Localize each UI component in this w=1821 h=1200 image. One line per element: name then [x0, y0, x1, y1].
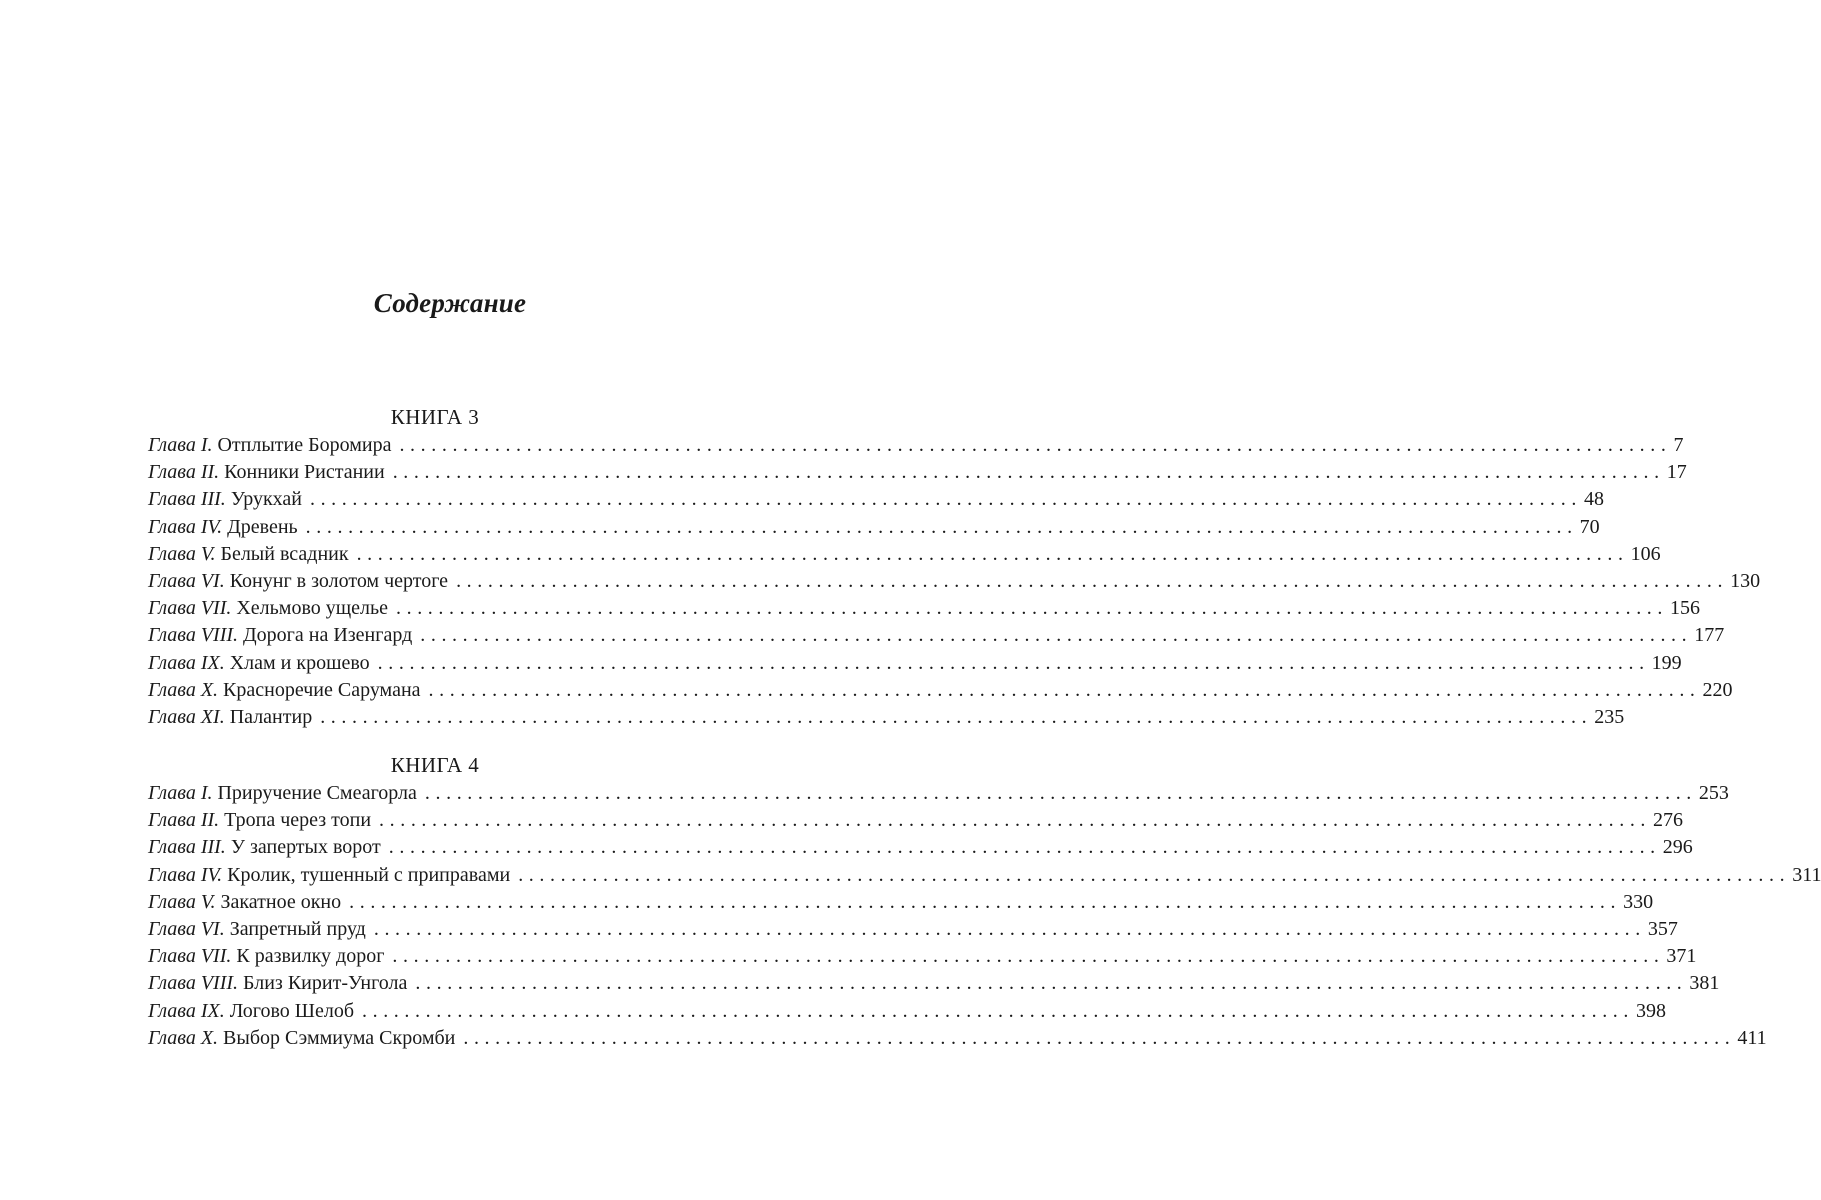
- chapter-title: Хельмово ущелье: [236, 597, 388, 620]
- dot-leader: ........................................................................................................................: [518, 863, 1791, 886]
- page-number: 156: [1670, 597, 1700, 620]
- chapter-title: Белый всадник: [220, 542, 349, 565]
- toc-list: [148, 432, 1761, 731]
- toc-entry[interactable]: [148, 595, 1700, 622]
- toc-entry[interactable]: [148, 1025, 1767, 1052]
- toc-entry[interactable]: [148, 998, 1666, 1025]
- page-number: 177: [1694, 624, 1725, 647]
- book-3-section: [148, 402, 1761, 731]
- chapter-number: Глава VII.: [148, 597, 232, 620]
- page-number: 276: [1653, 809, 1684, 832]
- dot-leader: ........................................................................................................................: [349, 890, 1622, 913]
- dot-leader: ........................................................................................................................: [379, 809, 1652, 832]
- toc-entry[interactable]: [148, 541, 1661, 568]
- chapter-title: Дорога на Изенгард: [243, 624, 413, 647]
- chapter-title: Закатное окно: [220, 890, 342, 913]
- chapter-number: Глава V.: [148, 542, 216, 565]
- chapter-number: Глава VI.: [148, 569, 225, 592]
- page-number: 106: [1630, 542, 1661, 565]
- chapter-title: Красноречие Сарумана: [223, 678, 421, 701]
- dot-leader: ........................................................................................................................: [356, 542, 1629, 565]
- toc-entry[interactable]: [148, 568, 1761, 595]
- dot-leader: ........................................................................................................................: [377, 651, 1650, 674]
- dot-leader: ........................................................................................................................: [320, 705, 1593, 728]
- chapter-title: Палантир: [229, 705, 313, 728]
- page-number: 130: [1730, 569, 1761, 592]
- chapter-title: Хлам и крошево: [229, 651, 370, 674]
- chapter-number: Глава IV.: [148, 863, 223, 886]
- page-number: 235: [1594, 705, 1625, 728]
- toc-entry[interactable]: [148, 650, 1682, 677]
- page-number: 398: [1636, 999, 1666, 1022]
- dot-leader: ........................................................................................................................: [396, 597, 1668, 620]
- toc-entry[interactable]: [148, 780, 1729, 807]
- chapter-title: Логово Шелоб: [229, 999, 354, 1022]
- chapter-title: Выбор Сэммиума Скромби: [223, 1026, 456, 1049]
- page-number: 199: [1651, 651, 1682, 674]
- toc-entry[interactable]: [148, 834, 1693, 861]
- page-number: 70: [1579, 515, 1600, 538]
- chapter-number: Глава X.: [148, 678, 219, 701]
- page-title: Содержание: [373, 288, 527, 318]
- chapter-title: У запертых ворот: [230, 836, 381, 859]
- chapter-number: Глава I.: [148, 782, 213, 804]
- page-number: 411: [1737, 1026, 1767, 1049]
- chapter-number: Глава V.: [148, 890, 216, 913]
- page-number: 311: [1792, 863, 1821, 886]
- chapter-title: Конунг в золотом чертоге: [229, 569, 449, 592]
- page-number: 220: [1702, 678, 1733, 701]
- dot-leader: ........................................................................................................................: [456, 569, 1729, 592]
- toc-list: [148, 780, 1821, 1052]
- dot-leader: ........................................................................................................................: [420, 624, 1693, 647]
- dot-leader: ........................................................................................................................: [415, 972, 1688, 995]
- chapter-title: Древень: [227, 515, 298, 538]
- chapter-number: Глава VIII.: [148, 972, 239, 995]
- chapter-title: К развилку дорог: [236, 945, 385, 968]
- chapter-title: Отплытие Боромира: [217, 434, 392, 456]
- page-number: 296: [1662, 836, 1693, 859]
- toc-entry[interactable]: [148, 677, 1733, 704]
- page-number: 357: [1647, 917, 1678, 940]
- chapter-number: Глава II.: [148, 809, 220, 832]
- book-heading: КНИГА 3: [390, 405, 480, 429]
- chapter-number: Глава III.: [148, 488, 226, 511]
- dot-leader: ........................................................................................................................: [388, 836, 1661, 859]
- toc-entry[interactable]: [148, 889, 1654, 916]
- chapter-number: Глава VII.: [148, 945, 232, 968]
- toc-entry[interactable]: [148, 622, 1725, 649]
- chapter-number: Глава X.: [148, 1026, 219, 1049]
- toc-entry[interactable]: [148, 970, 1720, 997]
- chapter-number: Глава IX.: [148, 999, 225, 1022]
- toc-entry[interactable]: [148, 432, 1684, 459]
- dot-leader: ........................................................................................................................: [362, 999, 1634, 1022]
- chapter-title: Кролик, тушенный с приправами: [227, 863, 511, 886]
- page-number: 330: [1623, 890, 1654, 913]
- dot-leader: ........................................................................................................................: [305, 515, 1578, 538]
- chapter-title: Запретный пруд: [229, 917, 366, 940]
- toc-entry[interactable]: [148, 862, 1821, 889]
- dot-leader: ........................................................................................................................: [392, 461, 1665, 484]
- dot-leader: ........................................................................................................................: [463, 1026, 1736, 1049]
- toc-entry[interactable]: [148, 704, 1625, 731]
- page-number: 7: [1673, 434, 1684, 456]
- dot-leader: ........................................................................................................................: [399, 434, 1672, 456]
- toc-entry[interactable]: [148, 514, 1600, 541]
- chapter-title: Тропа через топи: [224, 809, 372, 832]
- dot-leader: ........................................................................................................................: [392, 945, 1665, 968]
- toc-entry[interactable]: [148, 943, 1697, 970]
- chapter-number: Глава VI.: [148, 917, 225, 940]
- dot-leader: ........................................................................................................................: [428, 678, 1701, 701]
- book-4-section: [148, 750, 1821, 1052]
- page-number: 48: [1583, 488, 1604, 511]
- chapter-number: Глава VIII.: [148, 624, 239, 647]
- page-number: 371: [1666, 945, 1697, 968]
- toc-entry[interactable]: [148, 916, 1678, 943]
- dot-leader: ........................................................................................................................: [373, 917, 1646, 940]
- chapter-number: Глава IV.: [148, 515, 223, 538]
- toc-entry[interactable]: [148, 807, 1684, 834]
- page-number: 17: [1666, 461, 1687, 484]
- chapter-title: Урукхай: [230, 488, 302, 511]
- chapter-number: Глава II.: [148, 461, 220, 484]
- page-number: 253: [1698, 782, 1729, 804]
- chapter-title: Конники Ристании: [224, 461, 385, 484]
- toc-entry[interactable]: [148, 486, 1604, 513]
- chapter-title: Приручение Смеагорла: [217, 782, 417, 804]
- chapter-number: Глава XI.: [148, 705, 225, 728]
- chapter-number: Глава IX.: [148, 651, 225, 674]
- chapter-number: Глава I.: [148, 434, 213, 456]
- dot-leader: ........................................................................................................................: [309, 488, 1582, 511]
- chapter-title: Близ Кирит-Унгола: [243, 972, 408, 995]
- book-heading: КНИГА 4: [390, 753, 480, 777]
- chapter-number: Глава III.: [148, 836, 226, 859]
- dot-leader: ........................................................................................................................: [424, 782, 1697, 804]
- toc-entry[interactable]: [148, 459, 1687, 486]
- page-number: 381: [1689, 972, 1720, 995]
